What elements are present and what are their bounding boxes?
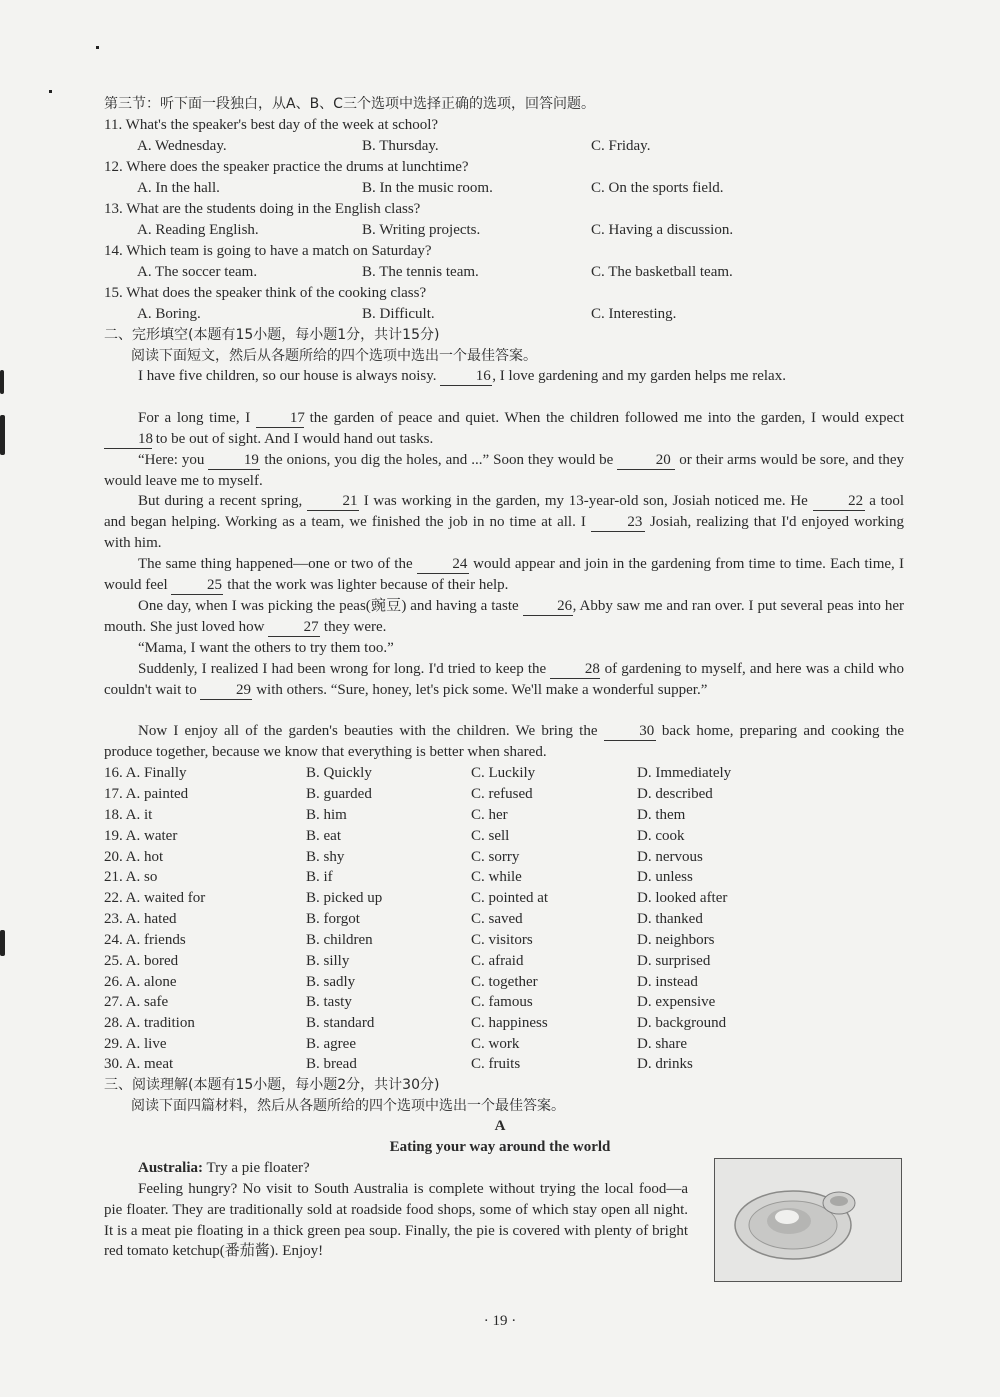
cloze-option: 22. A. waited for — [104, 890, 206, 906]
cloze-option: 20. A. hot — [104, 849, 164, 865]
blank-25: 25 — [171, 576, 223, 595]
cloze-option: C. famous — [471, 994, 533, 1010]
listening-question: 15. What does the speaker think of the cooking class? — [104, 285, 427, 301]
cloze-option: D. surprised — [637, 953, 711, 969]
cloze-option: 23. A. hated — [104, 911, 177, 927]
blank-30: 30 — [604, 722, 656, 741]
cloze-option: D. instead — [637, 974, 698, 990]
cloze-option: D. looked after — [637, 890, 728, 906]
cloze-option: D. Immediately — [637, 765, 732, 781]
cloze-paragraph: One day, when I was picking the peas(豌豆) and having a taste 26, Abby saw me and ran over. I put several peas into her mouth. She just loved how 27 they were. — [104, 598, 905, 635]
cloze-paragraph: But during a recent spring, 21 I was working in the garden, my 13-year-old son, Josiah noticed me. He 22 a tool and began helping. Working as a team, we finished the job in no time at all. I 23 Josiah, realizing that I'd enjoyed working with him. — [104, 493, 905, 551]
blank-23: 23 — [591, 513, 645, 532]
cloze-option: 16. A. Finally — [104, 765, 187, 781]
listening-option: C. On the sports field. — [591, 180, 724, 196]
blank-26: 26 — [523, 597, 573, 616]
cloze-option: D. expensive — [637, 994, 716, 1010]
cloze-paragraph: For a long time, I 17 the garden of peace and quiet. When the children followed me into the garden, I would expect 18 to be out of sight. And I would hand out tasks. — [104, 408, 904, 450]
pie-floater-illustration — [715, 1159, 901, 1281]
listening-option: B. In the music room. — [362, 180, 493, 196]
cloze-option: 25. A. bored — [104, 953, 179, 969]
cloze-paragraph: The same thing happened—one or two of the 24 would appear and join in the gardening from time to time. Each time, I would feel 25 that the work was lighter because of their help. — [104, 556, 905, 593]
cloze-option: C. while — [471, 869, 522, 885]
cloze-option: C. work — [471, 1036, 520, 1052]
binding-hole-mark — [0, 415, 5, 455]
listening-question: 13. What are the students doing in the English class? — [104, 201, 421, 217]
cloze-option: 30. A. meat — [104, 1056, 174, 1072]
blank-21: 21 — [307, 492, 359, 511]
listening-option: A. Wednesday. — [137, 138, 227, 154]
cloze-option: 18. A. it — [104, 807, 153, 823]
blank-19: 19 — [208, 451, 260, 470]
cloze-option: C. fruits — [471, 1056, 521, 1072]
cloze-option: B. sadly — [306, 974, 356, 990]
cloze-option: 26. A. alone — [104, 974, 177, 990]
cloze-instruction: 阅读下面短文，然后从各题所给的四个选项中选出一个最佳答案。 — [131, 348, 537, 364]
cloze-option: C. sorry — [471, 849, 520, 865]
cloze-option: 27. A. safe — [104, 994, 169, 1010]
cloze-option: 19. A. water — [104, 828, 178, 844]
cloze-option: B. forgot — [306, 911, 360, 927]
cloze-option: B. guarded — [306, 786, 372, 802]
blank-17: 17 — [256, 409, 304, 428]
listening-option: B. Writing projects. — [362, 222, 481, 238]
blank-28: 28 — [550, 660, 600, 679]
listening-option: A. The soccer team. — [137, 264, 258, 280]
part3-heading: 第三节：听下面一段独白，从A、B、C三个选项中选择正确的选项，回答问题。 — [104, 96, 595, 112]
cloze-option: D. unless — [637, 869, 693, 885]
cloze-option: C. Luckily — [471, 765, 536, 781]
listening-option: A. Reading English. — [137, 222, 259, 238]
cloze-option: 28. A. tradition — [104, 1015, 195, 1031]
cloze-option: D. neighbors — [637, 932, 715, 948]
listening-option: C. Having a discussion. — [591, 222, 734, 238]
page-number: · 19 · — [483, 1313, 517, 1329]
blank-24: 24 — [417, 555, 469, 574]
binding-hole-mark — [0, 370, 4, 394]
cloze-option: D. background — [637, 1015, 727, 1031]
listening-option: C. Interesting. — [591, 306, 677, 322]
australia-heading: Australia: Try a pie floater? — [138, 1160, 310, 1176]
cloze-paragraph: Suddenly, I realized I had been wrong for long. I'd tried to keep the 28 of gardening to myself, and here was a child who couldn't wait to 29 with others. “Sure, honey, let's pick some. We'll make a wonderful supper.” — [104, 661, 905, 698]
blank-18: 18 — [104, 430, 152, 449]
listening-option: B. Difficult. — [362, 306, 435, 322]
cloze-option: B. him — [306, 807, 347, 823]
cloze-option: C. pointed at — [471, 890, 549, 906]
listening-option: B. The tennis team. — [362, 264, 479, 280]
blank-20: 20 — [617, 451, 675, 470]
cloze-option: D. cook — [637, 828, 685, 844]
blank-22: 22 — [813, 492, 865, 511]
cloze-paragraph: I have five children, so our house is always noisy. 16 , I love gardening and my garden helps me relax. — [138, 368, 786, 384]
cloze-option: C. sell — [471, 828, 510, 844]
listening-question: 14. Which team is going to have a match on Saturday? — [104, 243, 432, 259]
binding-hole-mark — [0, 930, 5, 956]
listening-option: C. The basketball team. — [591, 264, 733, 280]
blank-29: 29 — [200, 681, 252, 700]
scan-mark — [96, 46, 99, 49]
cloze-option: 17. A. painted — [104, 786, 189, 802]
cloze-option: B. standard — [306, 1015, 375, 1031]
cloze-option: 24. A. friends — [104, 932, 186, 948]
cloze-option: D. them — [637, 807, 686, 823]
scan-mark — [49, 90, 52, 93]
cloze-option: C. afraid — [471, 953, 524, 969]
cloze-option: D. drinks — [637, 1056, 693, 1072]
listening-question: 12. Where does the speaker practice the drums at lunchtime? — [104, 159, 469, 175]
cloze-paragraph: Now I enjoy all of the garden's beauties with the children. We bring the 30 back home, preparing and cooking the produce together, because we know that everything is better when shared. — [104, 723, 905, 760]
australia-paragraph: Feeling hungry? No visit to South Australia is complete without trying the local food—a pie floater. They are traditionally sold at roadside food shops, some of which stay open all night. It is a meat pie floating in a thick green pea soup. Finally, the pie is covered with plenty of bright red tomato ketchup(番茄酱). Enjoy! — [104, 1181, 688, 1260]
cloze-option: D. share — [637, 1036, 687, 1052]
listening-option: C. Friday. — [591, 138, 651, 154]
cloze-paragraph: “Mama, I want the others to try them too.” — [138, 640, 394, 656]
cloze-option: B. tasty — [306, 994, 352, 1010]
cloze-option: C. saved — [471, 911, 523, 927]
cloze-option: B. Quickly — [306, 765, 372, 781]
listening-option: A. Boring. — [137, 306, 201, 322]
cloze-option: 21. A. so — [104, 869, 158, 885]
blank-27: 27 — [268, 618, 320, 637]
listening-question: 11. What's the speaker's best day of the week at school? — [104, 117, 439, 133]
cloze-option: C. refused — [471, 786, 533, 802]
listening-option: B. Thursday. — [362, 138, 439, 154]
passage-label: A — [494, 1118, 506, 1134]
cloze-option: B. shy — [306, 849, 345, 865]
blank-16: 16 — [440, 367, 492, 386]
listening-option: A. In the hall. — [137, 180, 220, 196]
cloze-option: C. visitors — [471, 932, 533, 948]
cloze-paragraph: “Here: you 19 the onions, you dig the holes, and ...” Soon they would be 20 or their arms would be sore, and they would leave me to myself. — [104, 452, 905, 489]
cloze-option: B. children — [306, 932, 373, 948]
pie-floater-photo — [714, 1158, 902, 1282]
cloze-option: B. silly — [306, 953, 350, 969]
cloze-option: D. nervous — [637, 849, 703, 865]
cloze-option: C. together — [471, 974, 538, 990]
reading-heading: 三、阅读理解(本题有15小题，每小题2分，共计30分) — [104, 1077, 440, 1093]
cloze-option: B. bread — [306, 1056, 357, 1072]
passage-title: Eating your way around the world — [389, 1139, 611, 1155]
cloze-option: B. if — [306, 869, 333, 885]
cloze-option: 29. A. live — [104, 1036, 167, 1052]
cloze-option: C. happiness — [471, 1015, 548, 1031]
cloze-option: D. thanked — [637, 911, 703, 927]
cloze-option: B. eat — [306, 828, 341, 844]
cloze-option: B. agree — [306, 1036, 356, 1052]
cloze-heading: 二、完形填空(本题有15小题，每小题1分，共计15分) — [104, 327, 440, 343]
cloze-option: D. described — [637, 786, 713, 802]
reading-instruction: 阅读下面四篇材料，然后从各题所给的四个选项中选出一个最佳答案。 — [131, 1098, 565, 1114]
cloze-option: C. her — [471, 807, 508, 823]
cloze-option: B. picked up — [306, 890, 383, 906]
